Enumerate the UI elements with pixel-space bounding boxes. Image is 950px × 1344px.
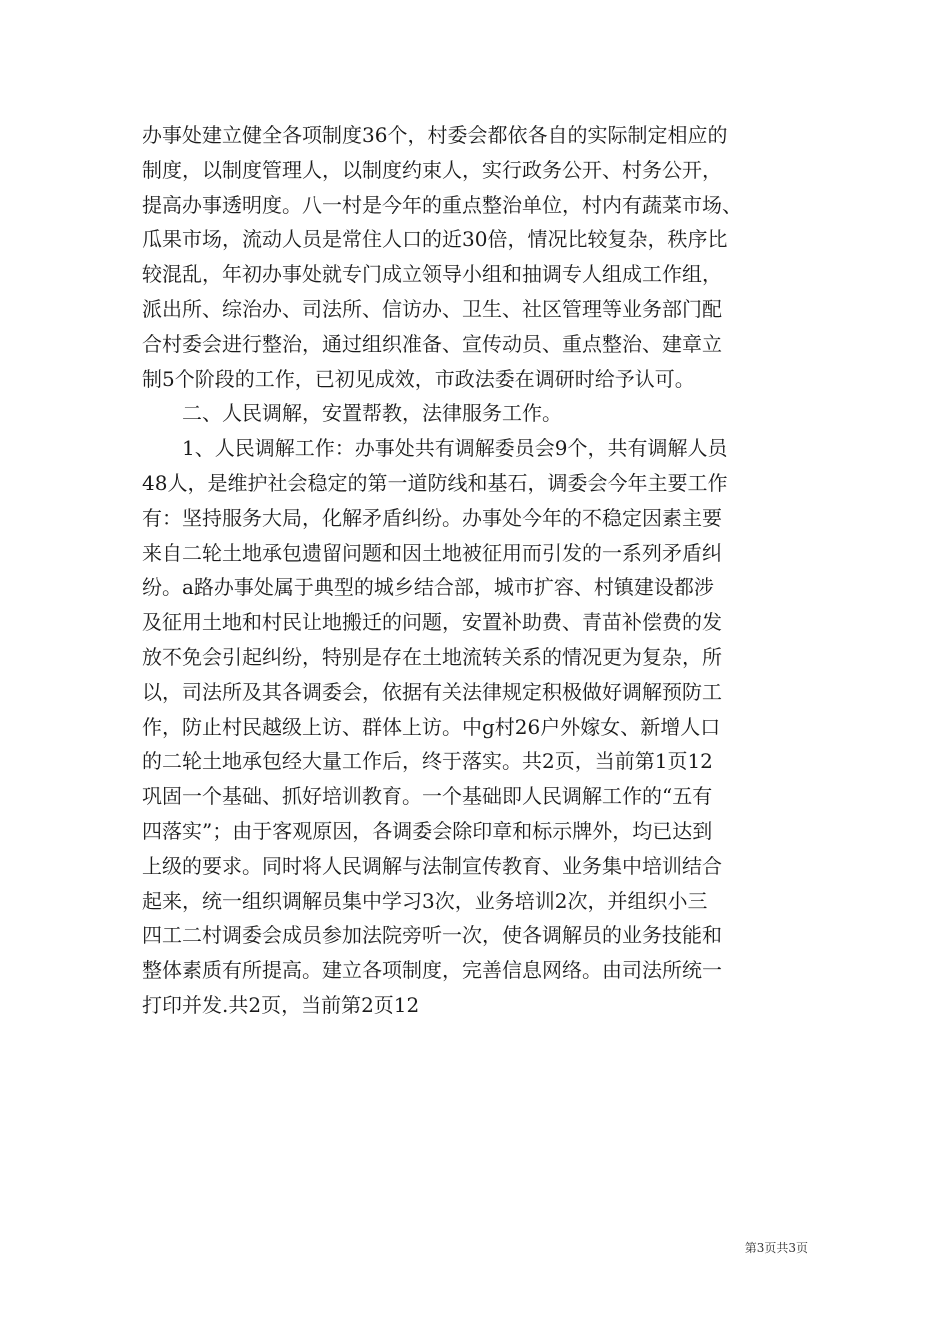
- text-line: 及征用土地和村民让地搬迁的问题，安置补助费、青苗补偿费的发: [142, 610, 722, 635]
- text-line: 瓜果市场，流动人员是常住人口的近30倍，情况比较复杂，秩序比: [142, 227, 728, 252]
- text-line: 48人，是维护社会稳定的第一道防线和基石，调委会今年主要工作: [142, 470, 728, 495]
- text-line: 来自二轮土地承包遗留问题和因土地被征用而引发的一系列矛盾纠: [142, 540, 722, 565]
- body-text: [142, 118, 822, 1023]
- text-line: 1、人民调解工作：办事处共有调解委员会9个，共有调解人员: [142, 436, 728, 461]
- text-line: 的二轮土地承包经大量工作后，终于落实。共2页，当前第1页12: [142, 749, 713, 774]
- text-line: 制5个阶段的工作，已初见成效，市政法委在调研时给予认可。: [142, 366, 695, 391]
- text-line: 二、人民调解，安置帮教，法律服务工作。: [142, 401, 562, 426]
- text-line: 作，防止村民越级上访、群体上访。中g村26户外嫁女、新增人口: [142, 714, 721, 739]
- text-line: 上级的要求。同时将人民调解与法制宣传教育、业务集中培训结合: [142, 853, 722, 878]
- text-line: 以，司法所及其各调委会，依据有关法律规定积极做好调解预防工: [142, 679, 722, 704]
- text-line: 巩固一个基础、抓好培训教育。一个基础即人民调解工作的“五有: [142, 784, 713, 809]
- text-line: 提高办事透明度。八一村是今年的重点整治单位，村内有蔬菜市场、: [142, 192, 742, 217]
- page-footer: 第3页共3页: [744, 1241, 808, 1255]
- text-line: 合村委会进行整治，通过组织准备、宣传动员、重点整治、建章立: [142, 331, 722, 356]
- text-line: 起来，统一组织调解员集中学习3次，业务培训2次，并组织小三: [142, 888, 708, 913]
- text-line: 四工二村调委会成员参加法院旁听一次，使各调解员的业务技能和: [142, 923, 722, 948]
- text-line: 派出所、综治办、司法所、信访办、卫生、社区管理等业务部门配: [142, 296, 722, 321]
- text-line: 放不免会引起纠纷，特别是存在土地流转关系的情况更为复杂，所: [142, 644, 722, 669]
- text-line: 较混乱，年初办事处就专门成立领导小组和抽调专人组成工作组，: [142, 262, 722, 287]
- text-line: 整体素质有所提高。建立各项制度，完善信息网络。由司法所统一: [142, 958, 722, 983]
- text-line: 打印并发.共2页，当前第2页12: [142, 992, 420, 1017]
- text-line: 有：坚持服务大局，化解矛盾纠纷。办事处今年的不稳定因素主要: [142, 505, 722, 530]
- text-line: 纷。a路办事处属于典型的城乡结合部，城市扩容、村镇建设都涉: [142, 575, 714, 600]
- text-line: 四落实”；由于客观原因，各调委会除印章和标示牌外，均已达到: [142, 818, 713, 843]
- text-line: 办事处建立健全各项制度36个，村委会都依各自的实际制定相应的: [142, 123, 728, 147]
- text-line: 制度，以制度管理人，以制度约束人，实行政务公开、村务公开，: [142, 157, 722, 182]
